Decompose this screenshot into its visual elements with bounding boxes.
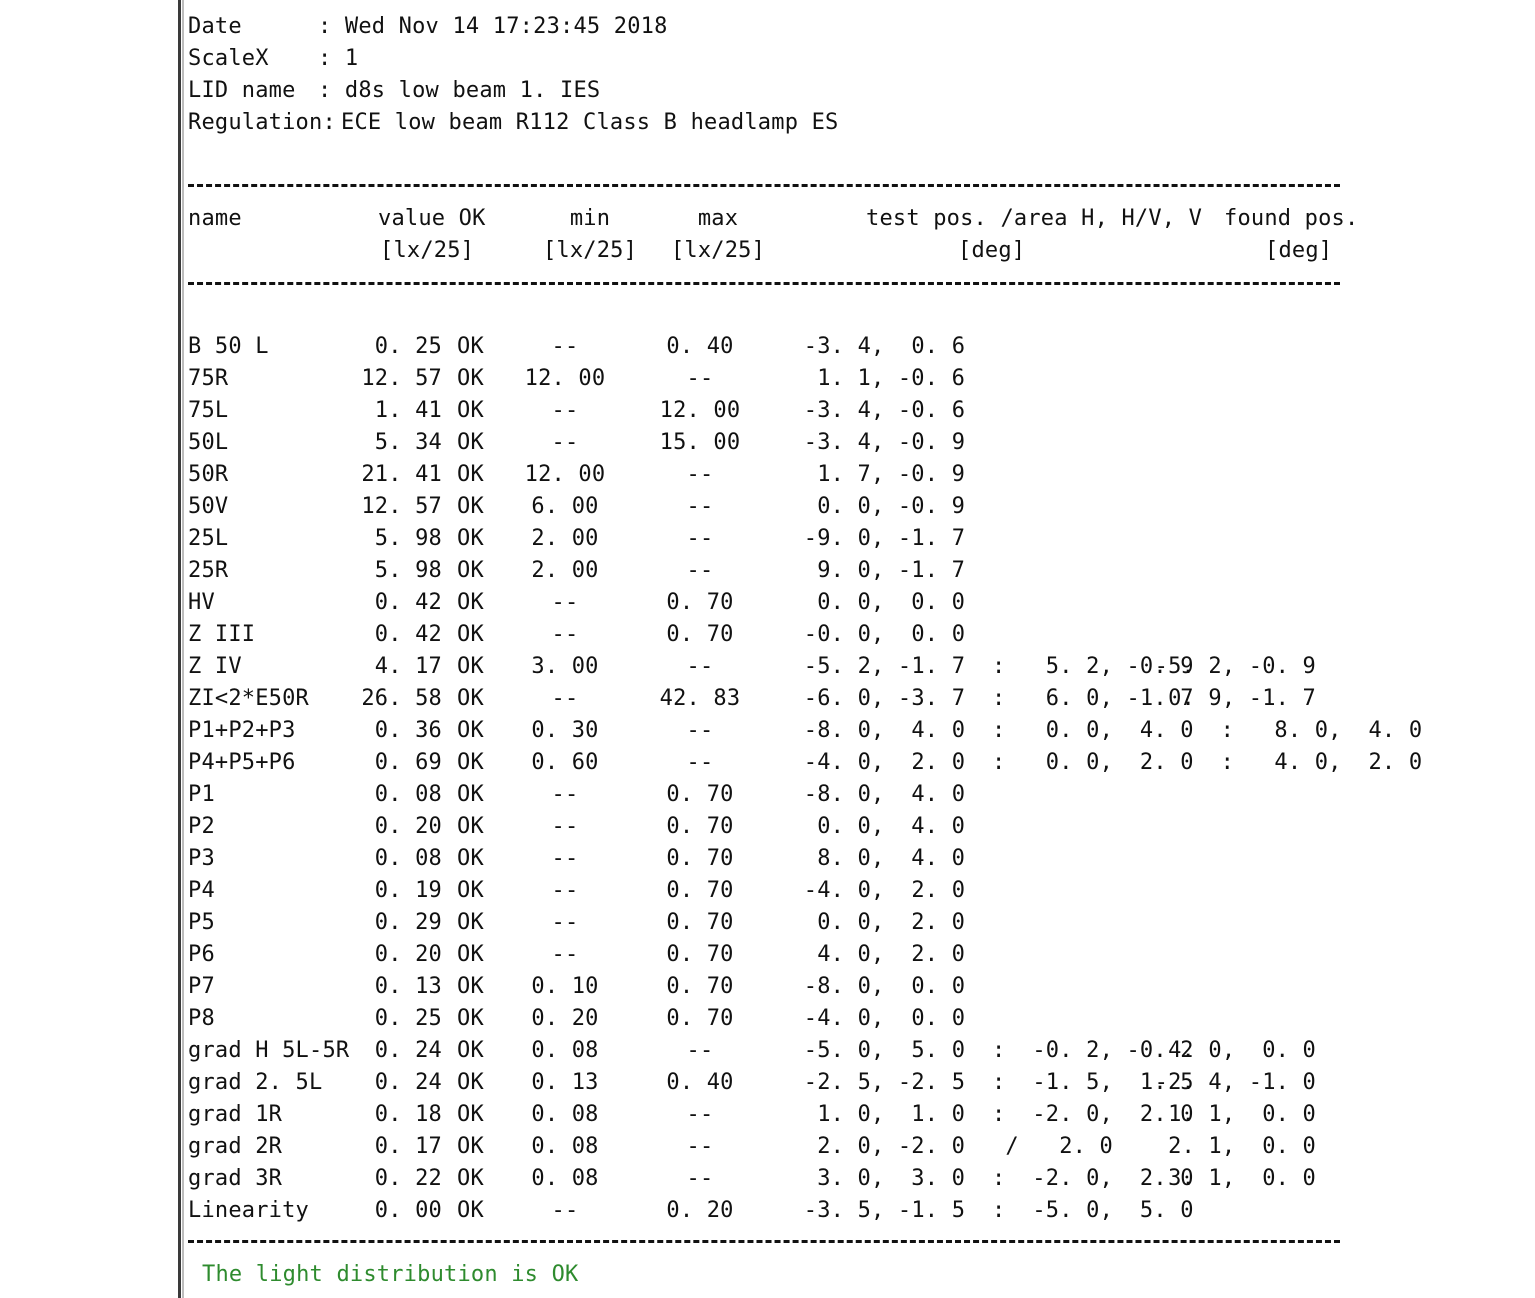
row-test-pos: -3. 4, -0. 9	[803, 430, 966, 455]
row-test-pos: 0. 0, 2. 0	[817, 910, 966, 935]
row-status: OK	[457, 622, 484, 647]
row-max: 15. 00	[659, 430, 741, 455]
row-test-pos: -4. 0, 2. 0 : 0. 0, 2. 0 : 4. 0, 2. 0	[803, 750, 1423, 775]
result-message: The light distribution is OK	[202, 1262, 579, 1287]
row-value: 5. 98	[374, 526, 442, 551]
row-max: 0. 70	[666, 846, 734, 871]
row-found-pos: 2. 1, 0. 0	[1168, 1134, 1316, 1159]
row-status: OK	[457, 430, 484, 455]
row-found-pos: -2. 4, -1. 0	[1154, 1070, 1316, 1095]
row-max: 0. 70	[666, 910, 734, 935]
row-value: 5. 34	[374, 430, 442, 455]
row-status: OK	[457, 1070, 484, 1095]
row-test-pos: -3. 4, 0. 6	[803, 334, 966, 359]
row-test-pos: 3. 0, 3. 0 : -2. 0, 2. 0	[817, 1166, 1194, 1191]
row-min: 2. 00	[531, 558, 599, 583]
row-value: 0. 08	[374, 782, 442, 807]
row-max: 12. 00	[659, 398, 741, 423]
row-name: 75L	[188, 398, 229, 423]
row-max: --	[686, 462, 714, 487]
row-name: P2	[188, 814, 215, 839]
row-test-pos: -3. 4, -0. 6	[803, 398, 966, 423]
col-test-pos-header: test pos. /area H, H/V, V	[866, 206, 1203, 231]
row-status: OK	[457, 942, 484, 967]
row-status: OK	[457, 974, 484, 999]
row-max: --	[686, 718, 714, 743]
row-value: 1. 41	[374, 398, 442, 423]
row-name: P4	[188, 878, 215, 903]
lid-name-value: : d8s low beam 1. IES	[318, 78, 601, 103]
row-name: P4+P5+P6	[188, 750, 296, 775]
row-name: grad H 5L-5R	[188, 1038, 350, 1063]
row-status: OK	[457, 686, 484, 711]
row-min: 6. 00	[531, 494, 599, 519]
row-value: 0. 42	[374, 590, 442, 615]
col-min-unit: [lx/25]	[542, 238, 638, 263]
row-max: --	[686, 526, 714, 551]
row-test-pos: -9. 0, -1. 7	[803, 526, 966, 551]
row-name: P7	[188, 974, 215, 999]
col-min-header: min	[569, 206, 611, 231]
row-min: 0. 30	[531, 718, 599, 743]
row-status: OK	[457, 526, 484, 551]
col-name-header: name	[188, 206, 242, 231]
row-max: 0. 70	[666, 942, 734, 967]
row-min: --	[551, 622, 579, 647]
row-found-pos: 0. 9, -1. 7	[1168, 686, 1316, 711]
date-label: Date	[188, 14, 242, 39]
row-max: 0. 70	[666, 814, 734, 839]
row-value: 21. 41	[361, 462, 442, 487]
row-min: 0. 08	[531, 1102, 599, 1127]
row-max: 0. 70	[666, 782, 734, 807]
row-max: 0. 70	[666, 590, 734, 615]
scalex-label: ScaleX	[188, 46, 269, 71]
row-max: 0. 70	[666, 1006, 734, 1031]
row-max: 0. 70	[666, 878, 734, 903]
row-value: 0. 24	[374, 1070, 442, 1095]
row-test-pos: -6. 0, -3. 7 : 6. 0, -1. 7	[803, 686, 1194, 711]
col-found-pos-unit: [deg]	[1265, 238, 1333, 263]
divider-bottom	[188, 1240, 1340, 1243]
row-min: --	[551, 398, 579, 423]
row-min: --	[551, 942, 579, 967]
row-name: 50L	[188, 430, 229, 455]
row-min: --	[551, 1198, 579, 1223]
row-name: 50V	[188, 494, 229, 519]
row-min: --	[551, 334, 579, 359]
row-value: 0. 17	[374, 1134, 442, 1159]
row-min: --	[551, 814, 579, 839]
row-max: 0. 20	[666, 1198, 734, 1223]
scalex-value: : 1	[318, 46, 359, 71]
regulation-value: ECE low beam R112 Class B headlamp ES	[341, 110, 839, 135]
col-found-pos-header: found pos.	[1224, 206, 1359, 231]
row-name: 50R	[188, 462, 229, 487]
row-status: OK	[457, 494, 484, 519]
row-status: OK	[457, 1102, 484, 1127]
row-found-pos: -5. 2, -0. 9	[1154, 654, 1316, 679]
col-value-header: value OK	[378, 206, 486, 231]
row-min: --	[551, 686, 579, 711]
row-value: 0. 22	[374, 1166, 442, 1191]
row-status: OK	[457, 590, 484, 615]
row-max: --	[686, 558, 714, 583]
row-name: Linearity	[188, 1198, 310, 1223]
row-name: grad 1R	[188, 1102, 283, 1127]
row-test-pos: 1. 7, -0. 9	[817, 462, 966, 487]
row-name: P3	[188, 846, 215, 871]
row-min: 0. 60	[531, 750, 599, 775]
row-max: --	[686, 1102, 714, 1127]
row-value: 4. 17	[374, 654, 442, 679]
row-name: grad 3R	[188, 1166, 283, 1191]
row-test-pos: -4. 0, 2. 0	[803, 878, 966, 903]
row-max: 42. 83	[659, 686, 741, 711]
row-status: OK	[457, 718, 484, 743]
row-max: --	[686, 1038, 714, 1063]
row-status: OK	[457, 558, 484, 583]
row-max: 0. 70	[666, 622, 734, 647]
row-value: 0. 25	[374, 334, 442, 359]
row-test-pos: -5. 2, -1. 7 : 5. 2, -0. 9	[803, 654, 1194, 679]
row-min: --	[551, 430, 579, 455]
row-test-pos: 4. 0, 2. 0	[817, 942, 966, 967]
row-test-pos: 1. 0, 1. 0 : -2. 0, 2. 0	[817, 1102, 1194, 1127]
row-min: 0. 08	[531, 1134, 599, 1159]
row-value: 12. 57	[361, 494, 442, 519]
row-max: --	[686, 366, 714, 391]
row-status: OK	[457, 1006, 484, 1031]
row-min: --	[551, 782, 579, 807]
row-name: ZI<2*E50R	[188, 686, 310, 711]
row-value: 0. 20	[374, 814, 442, 839]
row-max: --	[686, 1166, 714, 1191]
row-value: 0. 13	[374, 974, 442, 999]
row-min: --	[551, 878, 579, 903]
row-status: OK	[457, 1198, 484, 1223]
row-name: 75R	[188, 366, 229, 391]
lid-name-label: LID name	[188, 78, 296, 103]
row-status: OK	[457, 910, 484, 935]
row-name: P1	[188, 782, 215, 807]
row-value: 0. 08	[374, 846, 442, 871]
row-status: OK	[457, 1166, 484, 1191]
row-test-pos: 8. 0, 4. 0	[817, 846, 966, 871]
row-found-pos: 3. 1, 0. 0	[1168, 1166, 1316, 1191]
row-name: P8	[188, 1006, 215, 1031]
row-name: P6	[188, 942, 215, 967]
row-max: --	[686, 494, 714, 519]
row-min: 0. 13	[531, 1070, 599, 1095]
row-min: 0. 08	[531, 1166, 599, 1191]
row-test-pos: 0. 0, -0. 9	[817, 494, 966, 519]
row-name: grad 2. 5L	[188, 1070, 323, 1095]
row-status: OK	[457, 782, 484, 807]
col-value-unit: [lx/25]	[380, 238, 475, 263]
row-min: 12. 00	[524, 462, 606, 487]
row-test-pos: -5. 0, 5. 0 : -0. 2, -0. 2	[803, 1038, 1194, 1063]
row-value: 0. 00	[374, 1198, 442, 1223]
divider-top	[188, 184, 1340, 187]
row-value: 12. 57	[361, 366, 442, 391]
row-name: 25R	[188, 558, 229, 583]
row-name: grad 2R	[188, 1134, 283, 1159]
row-found-pos: 1. 1, 0. 0	[1168, 1102, 1316, 1127]
row-test-pos: -8. 0, 0. 0	[803, 974, 966, 999]
col-max-header: max	[697, 206, 739, 231]
row-name: P1+P2+P3	[188, 718, 296, 743]
col-test-pos-unit: [deg]	[958, 238, 1026, 263]
row-value: 0. 20	[374, 942, 442, 967]
row-value: 0. 36	[374, 718, 442, 743]
row-test-pos: 0. 0, 4. 0	[817, 814, 966, 839]
row-status: OK	[457, 334, 484, 359]
row-found-pos: 4. 0, 0. 0	[1168, 1038, 1316, 1063]
row-name: Z III	[188, 622, 256, 647]
row-max: 0. 70	[666, 974, 734, 999]
row-min: --	[551, 910, 579, 935]
row-test-pos: -3. 5, -1. 5 : -5. 0, 5. 0	[803, 1198, 1194, 1223]
col-max-unit: [lx/25]	[670, 238, 766, 263]
row-value: 0. 24	[374, 1038, 442, 1063]
row-test-pos: 2. 0, -2. 0 / 2. 0	[817, 1134, 1113, 1159]
row-value: 0. 42	[374, 622, 442, 647]
row-status: OK	[457, 1134, 484, 1159]
row-test-pos: -8. 0, 4. 0	[803, 782, 966, 807]
row-status: OK	[457, 846, 484, 871]
row-min: 2. 00	[531, 526, 599, 551]
row-max: 0. 40	[666, 1070, 734, 1095]
row-value: 0. 69	[374, 750, 442, 775]
row-min: 3. 00	[531, 654, 599, 679]
row-min: --	[551, 846, 579, 871]
row-min: 0. 08	[531, 1038, 599, 1063]
row-status: OK	[457, 1038, 484, 1063]
row-max: 0. 40	[666, 334, 734, 359]
row-value: 26. 58	[361, 686, 442, 711]
row-name: B 50 L	[188, 334, 269, 359]
row-test-pos: 9. 0, -1. 7	[817, 558, 966, 583]
row-min: --	[551, 590, 579, 615]
row-status: OK	[457, 366, 484, 391]
row-min: 0. 20	[531, 1006, 599, 1031]
row-max: --	[686, 1134, 714, 1159]
row-test-pos: -2. 5, -2. 5 : -1. 5, 1. 5	[803, 1070, 1194, 1095]
row-value: 5. 98	[374, 558, 442, 583]
divider-header	[188, 282, 1340, 285]
row-min: 12. 00	[524, 366, 606, 391]
row-test-pos: -8. 0, 4. 0 : 0. 0, 4. 0 : 8. 0, 4. 0	[803, 718, 1423, 743]
row-name: P5	[188, 910, 215, 935]
row-name: HV	[188, 590, 215, 615]
row-name: Z IV	[188, 654, 242, 679]
row-value: 0. 29	[374, 910, 442, 935]
row-max: --	[686, 654, 714, 679]
row-status: OK	[457, 814, 484, 839]
row-test-pos: 0. 0, 0. 0	[817, 590, 966, 615]
row-status: OK	[457, 654, 484, 679]
row-value: 0. 19	[374, 878, 442, 903]
row-status: OK	[457, 462, 484, 487]
row-value: 0. 25	[374, 1006, 442, 1031]
regulation-label: Regulation:	[188, 110, 336, 135]
row-status: OK	[457, 878, 484, 903]
row-value: 0. 18	[374, 1102, 442, 1127]
row-max: --	[686, 750, 714, 775]
row-test-pos: -0. 0, 0. 0	[803, 622, 966, 647]
row-status: OK	[457, 398, 484, 423]
row-test-pos: -4. 0, 0. 0	[803, 1006, 966, 1031]
row-status: OK	[457, 750, 484, 775]
row-name: 25L	[188, 526, 229, 551]
row-min: 0. 10	[531, 974, 599, 999]
date-value: : Wed Nov 14 17:23:45 2018	[318, 14, 668, 39]
row-test-pos: 1. 1, -0. 6	[817, 366, 966, 391]
